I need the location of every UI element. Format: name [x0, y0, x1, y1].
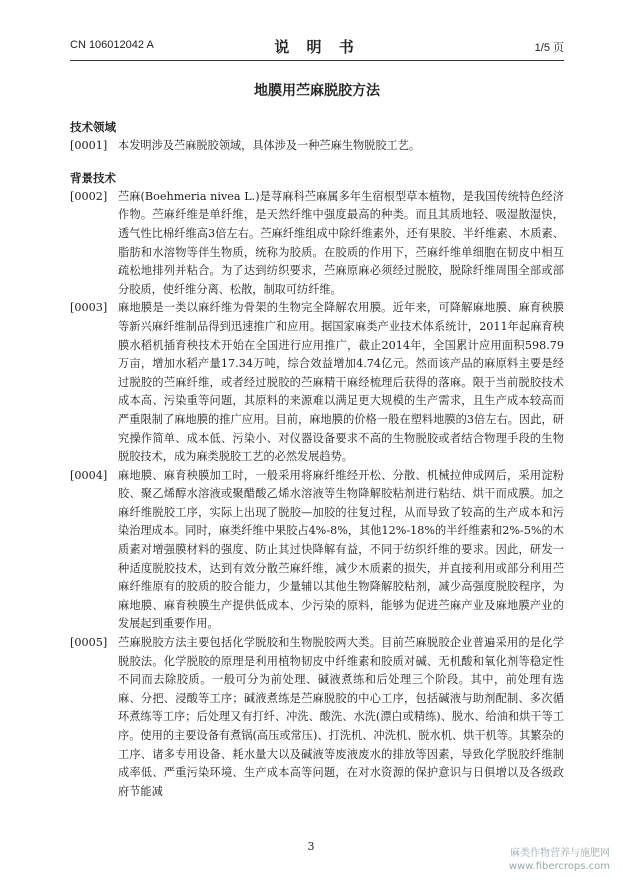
paragraph [70, 299, 564, 466]
paragraph [70, 188, 564, 300]
page-header [70, 36, 564, 58]
document-body [70, 118, 564, 801]
watermark-name: 麻类作物营养与施肥网 [510, 848, 610, 859]
document-type: 说 明 书 [274, 38, 360, 56]
section-heading-tech-field: 技术领域 [70, 120, 116, 134]
paragraph-number: [0004] [70, 468, 108, 482]
document-title: 地膜用苎麻脱胶方法 [254, 83, 380, 99]
page-number: 3 [307, 840, 315, 853]
document-number: CN 106012042 A [70, 39, 154, 51]
paragraph-number: [0005] [70, 636, 108, 650]
paragraph-text: 本发明涉及苎麻脱胶领域，具体涉及一种苎麻生物脱胶工艺。 [118, 138, 421, 152]
section-heading-background: 背景技术 [70, 171, 116, 186]
paragraph [70, 467, 564, 634]
paragraph-text: 麻地膜是一类以麻纤维为骨架的生物完全降解农用膜。近年来，可降解麻地膜、麻育秧膜等新兴麻纤维制品得到迅速推广和应用。据国家麻类产业技术体系统计，2011年起麻育秧膜水稻机插育秧技术开始在全国进行应用推广，截止2014年，全国累计应用面积598.79万亩，增加水稻产量17.34万吨，综合效益增加4.74亿元。然而该产品的麻原料主要是经过脱胶的苎麻纤维，或者经过脱胶的苎麻精干麻经梳理后获得的落麻。限于当前脱胶技术成本高、污染重等问题，其原料的来源难以满足更大规模的生产需求，且生产成本较高而严重限制了麻地膜的推广应用。目前，麻地膜的价格一般在塑料地膜的3倍左右。因此，研究操作简单、成本低、污染小、对仪器设备要求不高的生物脱胶或者结合物理手段的生物脱胶技术，成为麻类脱胶工艺的必然发展趋势。 [118, 301, 564, 464]
paragraph-text: 麻地膜、麻育秧膜加工时，一般采用将麻纤维经开松、分散、机械拉伸成网后，采用淀粉胶、聚乙烯醇水溶液或聚醋酸乙烯水溶液等生物降解胶粘剂进行粘结、烘干而成膜。加之麻纤维脱胶工序，实际上出现了脱胶—加胶的往复过程，从而导致了较高的生产成本和污染治理成本。同时，麻类纤维中果胶占4%-8%，其他12%-18%的半纤维素和2%-5%的木质素对增强膜材料的强度、防止其过快降解有益，不同于纺织纤维的要求。因此，研发一种适度脱胶技术，达到有效分散苎麻纤维，减少木质素的损失，并直接利用或部分利用苎麻纤维原有的胶质的胶合能力，少量辅以其他生物降解胶粘剂，减少高强度脱胶程序，为麻地膜、麻育秧膜生产提供低成本、少污染的原料，能够为促进苎麻产业及麻地膜产业的发展起到重要作用。 [118, 468, 564, 631]
header-rule [70, 60, 564, 61]
paragraph-number: [0002] [70, 189, 108, 203]
paragraph-text: 苎麻脱胶方法主要包括化学脱胶和生物脱胶两大类。目前苎麻脱胶企业普遍采用的是化学脱胶法。化学脱胶的原理是利用植物韧皮中纤维素和胶质对碱、无机酸和氧化剂等稳定性不同而去除胶质。一般可分为前处理、碱液煮练和后处理三个阶段。其中，前处理有选麻、分把、浸酸等工序；碱液煮练是苎麻脱胶的中心工序，包括碱液与助剂配制、多次循环煮练等工序；后处理又有打纤、冲洗、酸洗、水洗(漂白或精练)、脱水、给油和烘干等工序。使用的主要设备有煮锅(高压或常压)、打洗机、冲洗机、脱水机、烘干机等。其繁杂的工序、诸多专用设备、耗水量大以及碱液等废液废水的排放等因素，导致化学脱胶纤维制成率低、严重污染环境、生产成本高等问题，在对水资源的保护意识与日俱增以及各级政府节能减 [118, 636, 564, 798]
paragraph-number: [0003] [70, 301, 108, 315]
paragraph [70, 137, 564, 156]
paragraph [70, 634, 564, 801]
paragraph-text: 苎麻(Boehmeria nivea L.)是荨麻科苎麻属多年生宿根型草本植物，是我国传统特色经济作物。苎麻纤维是单纤维，是天然纤维中强度最高的种类。而且其质地轻、吸湿散湿快，透气性比棉纤维高3倍左右。苎麻纤维组成中除纤维素外，还有果胶、半纤维素、木质素、脂肪和水溶物等伴生物质，统称为胶质。在胶质的作用下，苎麻纤维单细胞在韧皮中相互疏松地排列并粘合。为了达到纺织要求，苎麻原麻必须经过脱胶，脱除纤维周围全部或部分胶质，使纤维分离、松散，制取可纺纤维。 [118, 189, 564, 296]
site-watermark [509, 847, 610, 873]
watermark-url: www.fibercrops.com [508, 861, 610, 872]
page-count: 1/5 页 [534, 42, 564, 54]
paragraph-number: [0001] [70, 138, 108, 152]
spacer [70, 155, 564, 169]
